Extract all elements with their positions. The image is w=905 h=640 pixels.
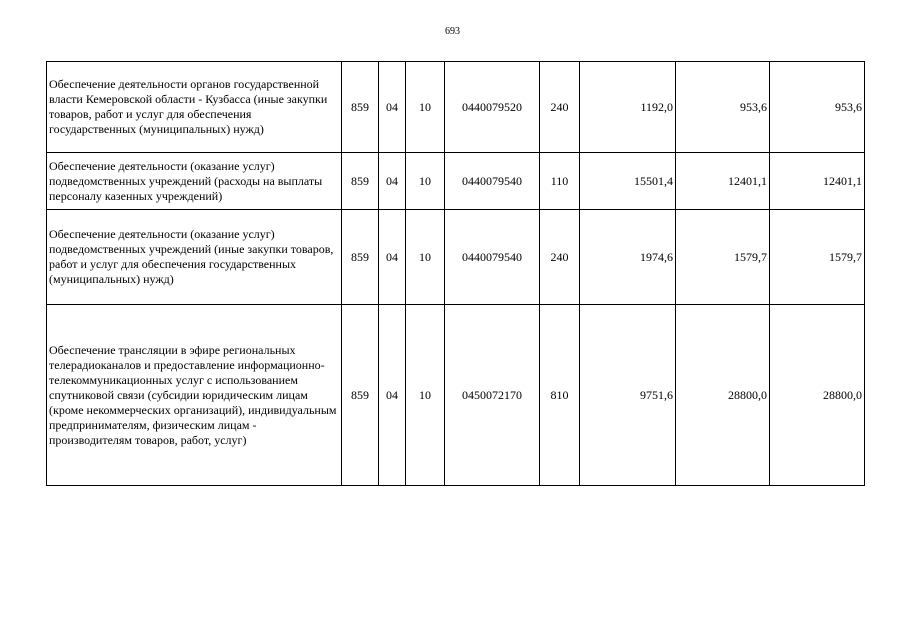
amount-year-2: 12401,1 <box>676 153 770 210</box>
ministry-code: 859 <box>342 305 379 486</box>
amount-year-2: 1579,7 <box>676 210 770 305</box>
budget-table <box>46 61 865 486</box>
amount-year-3: 1579,7 <box>770 210 865 305</box>
target-article-code: 0440079520 <box>445 62 540 153</box>
section-code: 04 <box>379 62 406 153</box>
target-article-code: 0440079540 <box>445 210 540 305</box>
subsection-code: 10 <box>406 153 445 210</box>
ministry-code: 859 <box>342 62 379 153</box>
expense-type-code: 240 <box>540 62 580 153</box>
page-number: 693 <box>445 26 460 37</box>
row-description: Обеспечение деятельности органов государственной власти Кемеровской области - Кузбасса (иные закупки товаров, работ и услуг для обеспечения государственных (муниципальных) нужд) <box>47 62 342 153</box>
row-description: Обеспечение трансляции в эфире региональных телерадиоканалов и предоставление информационно-телекоммуникационных услуг с использованием спутниковой связи (субсидии юридическим лицам (кроме некоммерческих организаций), индивидуальным предпринимателям, физическим лицам - производителям товаров, работ, услуг) <box>47 305 342 486</box>
amount-year-1: 1974,6 <box>580 210 676 305</box>
amount-year-3: 953,6 <box>770 62 865 153</box>
target-article-code: 0450072170 <box>445 305 540 486</box>
row-description: Обеспечение деятельности (оказание услуг) подведомственных учреждений (расходы на выплаты персоналу казенных учреждений) <box>47 153 342 210</box>
amount-year-2: 28800,0 <box>676 305 770 486</box>
subsection-code: 10 <box>406 210 445 305</box>
expense-type-code: 110 <box>540 153 580 210</box>
subsection-code: 10 <box>406 305 445 486</box>
expense-type-code: 810 <box>540 305 580 486</box>
table-row <box>47 62 865 153</box>
amount-year-1: 9751,6 <box>580 305 676 486</box>
ministry-code: 859 <box>342 153 379 210</box>
section-code: 04 <box>379 305 406 486</box>
target-article-code: 0440079540 <box>445 153 540 210</box>
subsection-code: 10 <box>406 62 445 153</box>
amount-year-3: 12401,1 <box>770 153 865 210</box>
amount-year-2: 953,6 <box>676 62 770 153</box>
table-row <box>47 153 865 210</box>
row-description: Обеспечение деятельности (оказание услуг) подведомственных учреждений (иные закупки товаров, работ и услуг для обеспечения государственных (муниципальных) нужд) <box>47 210 342 305</box>
amount-year-3: 28800,0 <box>770 305 865 486</box>
section-code: 04 <box>379 153 406 210</box>
section-code: 04 <box>379 210 406 305</box>
ministry-code: 859 <box>342 210 379 305</box>
expense-type-code: 240 <box>540 210 580 305</box>
amount-year-1: 1192,0 <box>580 62 676 153</box>
table-row <box>47 305 865 486</box>
amount-year-1: 15501,4 <box>580 153 676 210</box>
table-row <box>47 210 865 305</box>
